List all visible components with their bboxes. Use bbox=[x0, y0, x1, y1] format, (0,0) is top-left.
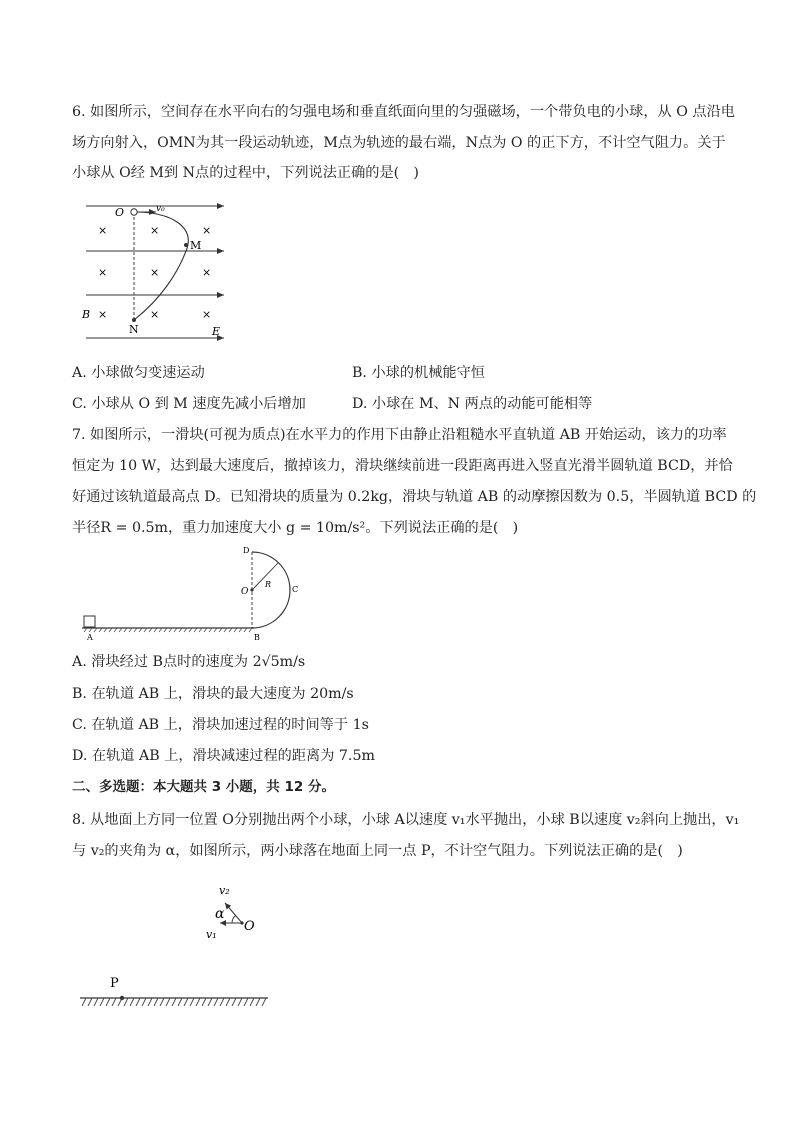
label-M: M bbox=[190, 239, 202, 252]
label-N: N bbox=[129, 323, 139, 336]
point-M bbox=[184, 243, 188, 247]
cross-mark: × bbox=[202, 308, 212, 321]
q7-stem-line-2: 恒定为 10 W，达到最大速度后，撤掉该力，滑块继续前进一段距离再进入竖直光滑半圆轨道 BCD，并恰 bbox=[72, 458, 733, 474]
q6-stem-line-1: 6. 如图所示，空间存在水平向右的匀强电场和垂直纸面向里的匀强磁场，一个带负电的小球，从 O 点沿电 bbox=[72, 104, 735, 120]
q7-stem-line-3: 好通过该轨道最高点 D。已知滑块的质量为 0.2kg，滑块与轨道 AB 的动摩擦因数为 0.5，半圆轨道 BCD 的 bbox=[72, 489, 757, 505]
label-alpha: α bbox=[215, 906, 225, 922]
q6-stem-line-3: 小球从 O经 M到 N点的过程中，下列说法正确的是( ) bbox=[72, 165, 419, 181]
q6-option-b[interactable]: B. 小球的机械能守恒 bbox=[352, 365, 485, 381]
label-E: E bbox=[212, 325, 221, 338]
q7-option-a[interactable]: A. 滑块经过 B点时的速度为 2√5m/s bbox=[72, 654, 306, 670]
q7-stem-line-4: 半径R = 0.5m，重力加速度大小 g = 10m/s²。下列说法正确的是( ) bbox=[72, 520, 519, 536]
q7-option-d[interactable]: D. 在轨道 AB 上，滑块减速过程的距离为 7.5m bbox=[72, 748, 375, 764]
label-D: D bbox=[243, 546, 250, 555]
q7-option-b[interactable]: B. 在轨道 AB 上，滑块的最大速度为 20m/s bbox=[72, 686, 354, 702]
q8-stem-line-2: 与 v₂的夹角为 α，如图所示，两小球落在地面上同一点 P，不计空气阻力。下列说法正确的是( ) bbox=[72, 843, 683, 859]
slider-block bbox=[84, 616, 95, 627]
label-O: O bbox=[244, 919, 255, 934]
q6-option-d[interactable]: D. 小球在 M、N 两点的动能可能相等 bbox=[352, 396, 593, 412]
label-C: C bbox=[292, 585, 299, 594]
center-O bbox=[250, 588, 253, 591]
trajectory bbox=[134, 212, 188, 320]
v2-arrow bbox=[225, 903, 242, 923]
semicircle-track bbox=[252, 552, 290, 628]
label-O: O bbox=[241, 587, 249, 597]
section-heading: 二、多选题：本大题共 3 小题，共 12 分。 bbox=[72, 779, 335, 795]
cross-mark: × bbox=[150, 308, 160, 321]
label-B: B bbox=[254, 633, 260, 642]
label-B: B bbox=[82, 308, 91, 321]
cross-mark: × bbox=[98, 266, 108, 279]
q8-stem-line-1: 8. 从地面上方同一位置 O分别抛出两个小球，小球 A以速度 v₁水平抛出，小球 B以速度 v₂斜向上抛出，v₁ bbox=[72, 812, 740, 828]
label-P: P bbox=[110, 976, 119, 991]
q8-projectile-figure bbox=[76, 876, 276, 1012]
label-v1: v₁ bbox=[206, 928, 217, 941]
angle-arc bbox=[232, 916, 236, 924]
q6-field-figure bbox=[78, 198, 238, 346]
ground-hatching bbox=[82, 998, 266, 1006]
q6-option-c[interactable]: C. 小球从 O 到 M 速度先减小后增加 bbox=[72, 396, 306, 412]
q6-option-a[interactable]: A. 小球做匀变速运动 bbox=[72, 365, 205, 381]
q7-stem-line-1: 7. 如图所示，一滑块(可视为质点)在水平力的作用下由静止沿粗糙水平直轨道 AB 开始运动，该力的功率 bbox=[72, 427, 727, 443]
q6-stem-line-2: 场方向射入，OMN为其一段运动轨迹，M点为轨迹的最右端，N点为 O 的正下方，不计空气阻力。关于 bbox=[72, 135, 726, 151]
point-N bbox=[132, 318, 136, 322]
cross-mark: × bbox=[150, 224, 160, 237]
q7-track-figure bbox=[78, 544, 318, 644]
label-v0: v₀ bbox=[156, 204, 165, 214]
cross-mark: × bbox=[202, 266, 212, 279]
cross-mark: × bbox=[98, 224, 108, 237]
label-O: O bbox=[115, 206, 125, 219]
cross-mark: × bbox=[98, 308, 108, 321]
q7-option-c[interactable]: C. 在轨道 AB 上，滑块加速过程的时间等于 1s bbox=[72, 717, 369, 733]
label-A: A bbox=[87, 633, 93, 642]
cross-mark: × bbox=[202, 224, 212, 237]
label-v2: v₂ bbox=[219, 884, 230, 897]
ball-O bbox=[131, 209, 137, 215]
cross-mark: × bbox=[150, 266, 160, 279]
label-R: R bbox=[265, 580, 272, 589]
